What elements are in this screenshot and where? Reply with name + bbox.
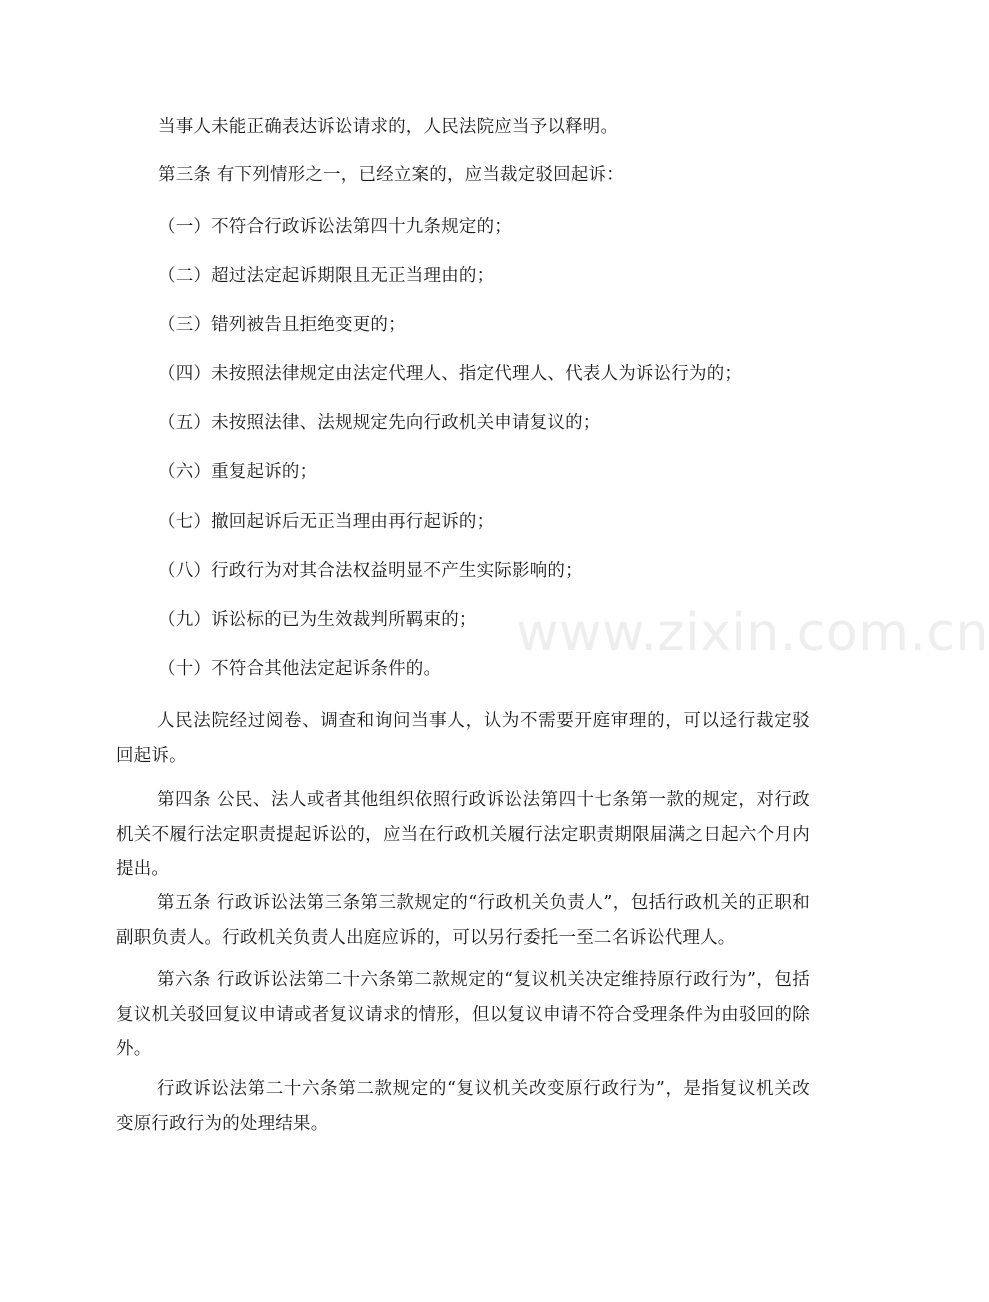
list-item-6: （六）重复起诉的； [158, 462, 318, 482]
paragraph-article-6: 第六条 行政诉讼法第二十六条第二款规定的“复议机关决定维持原行政行为”，包括复议机关驳回复议申请或者复议请求的情形，但以复议申请不符合受理条件为由驳回的除外。 [116, 970, 810, 1059]
article-3-heading: 第三条 有下列情形之一，已经立案的，应当裁定驳回起诉： [158, 165, 624, 185]
list-item-7: （七）撤回起诉后无正当理由再行起诉的； [158, 512, 495, 532]
list-item-10: （十）不符合其他法定起诉条件的。 [158, 659, 442, 679]
paragraph-article-4: 第四条 公民、法人或者其他组织依照行政诉讼法第四十七条第一款的规定，对行政机关不履行法定职责提起诉讼的，应当在行政机关履行法定职责期限届满之日起六个月内提出。 [116, 790, 810, 879]
list-item-9: （九）诉讼标的已为生效裁判所羁束的； [158, 610, 477, 630]
paragraph-article-6-second: 行政诉讼法第二十六条第二款规定的“复议机关改变原行政行为”，是指复议机关改变原行政行为的处理结果。 [116, 1079, 810, 1134]
paragraph-article-5: 第五条 行政诉讼法第三条第三款规定的“行政机关负责人”，包括行政机关的正职和副职负责人。行政机关负责人出庭应诉的，可以另行委托一至二名诉讼代理人。 [116, 893, 810, 948]
watermark-text: www.zixin.com.cn [516, 603, 989, 663]
list-item-1: （一）不符合行政诉讼法第四十九条规定的； [158, 217, 512, 237]
list-item-5: （五）未按照法律、法规规定先向行政机关申请复议的； [158, 413, 601, 433]
list-item-8: （八）行政行为对其合法权益明显不产生实际影响的； [158, 561, 583, 581]
list-item-4: （四）未按照法律规定由法定代理人、指定代理人、代表人为诉讼行为的； [158, 364, 743, 384]
text-line-1: 当事人未能正确表达诉讼请求的，人民法院应当予以释明。 [158, 117, 619, 137]
list-item-2: （二）超过法定起诉期限且无正当理由的； [158, 266, 495, 286]
list-item-3: （三）错列被告且拒绝变更的； [158, 315, 406, 335]
paragraph-dismissal-note: 人民法院经过阅卷、调查和询问当事人，认为不需要开庭审理的，可以迳行裁定驳回起诉。 [116, 711, 810, 766]
